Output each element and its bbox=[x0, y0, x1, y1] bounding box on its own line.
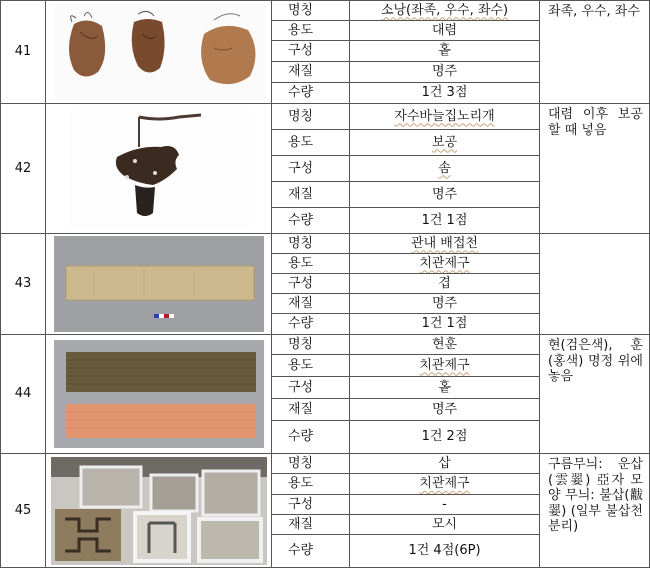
artifact-quantity: 1건 4점(6P) bbox=[350, 535, 540, 568]
field-label-quantity: 수량 bbox=[272, 535, 350, 568]
artifact-composition: 홑 bbox=[350, 377, 540, 399]
row-number: 43 bbox=[1, 234, 46, 335]
artifact-use: 치관제구 bbox=[350, 355, 540, 377]
field-label-composition: 구성 bbox=[272, 495, 350, 515]
field-label-name: 명칭 bbox=[272, 1, 350, 21]
field-label-quantity: 수량 bbox=[272, 83, 350, 104]
artifact-photo bbox=[46, 454, 272, 568]
needle-case-pendant-photo bbox=[69, 111, 249, 227]
artifact-name-text: 관내 배접천 bbox=[411, 235, 478, 251]
field-label-quantity: 수량 bbox=[272, 208, 350, 234]
table-row bbox=[1, 1, 650, 21]
field-label-name: 명칭 bbox=[272, 104, 350, 130]
artifact-composition: - bbox=[350, 495, 540, 515]
hyeonhun-cloths-photo bbox=[54, 340, 264, 448]
artifact-photo bbox=[46, 104, 272, 234]
pouch-bags-photo bbox=[54, 4, 264, 100]
artifact-material: 모시 bbox=[350, 515, 540, 535]
field-label-use: 용도 bbox=[272, 21, 350, 41]
artifact-photo bbox=[46, 335, 272, 454]
artifact-quantity: 1건 3점 bbox=[350, 83, 540, 104]
field-label-material: 재질 bbox=[272, 294, 350, 314]
artifact-composition: 겹 bbox=[350, 274, 540, 294]
artifact-material: 명주 bbox=[350, 182, 540, 208]
field-label-material: 재질 bbox=[272, 399, 350, 421]
artifact-quantity: 1건 1점 bbox=[350, 208, 540, 234]
field-label-composition: 구성 bbox=[272, 274, 350, 294]
artifact-material: 명주 bbox=[350, 399, 540, 421]
table-row bbox=[1, 454, 650, 474]
field-label-use: 용도 bbox=[272, 130, 350, 156]
artifact-photo bbox=[46, 234, 272, 335]
table-row bbox=[1, 234, 650, 254]
artifact-composition: 솜 bbox=[350, 156, 540, 182]
artifact-quantity: 1건 2점 bbox=[350, 421, 540, 454]
field-label-use: 용도 bbox=[272, 254, 350, 274]
field-label-quantity: 수량 bbox=[272, 314, 350, 335]
table-row bbox=[1, 104, 650, 130]
field-label-name: 명칭 bbox=[272, 234, 350, 254]
artifact-quantity: 1건 1점 bbox=[350, 314, 540, 335]
artifact-name: 현훈 bbox=[350, 335, 540, 355]
remarks bbox=[540, 234, 650, 335]
row-number: 41 bbox=[1, 1, 46, 104]
artifact-composition: 홑 bbox=[350, 41, 540, 62]
row-number: 45 bbox=[1, 454, 46, 568]
sap-fans-photo bbox=[51, 457, 267, 565]
field-label-composition: 구성 bbox=[272, 156, 350, 182]
artifact-name bbox=[350, 234, 540, 254]
field-label-use: 용도 bbox=[272, 474, 350, 495]
remarks: 구름무늬: 운삽(雲翣) 亞자 모양 무늬: 불삽(黻翣) (일부 불삽천 분리) bbox=[540, 454, 650, 568]
field-label-use: 용도 bbox=[272, 355, 350, 377]
remarks: 좌족, 우수, 좌수 bbox=[540, 1, 650, 104]
artifact-material: 명주 bbox=[350, 62, 540, 83]
row-number: 44 bbox=[1, 335, 46, 454]
field-label-name: 명칭 bbox=[272, 335, 350, 355]
artifact-use: 치관제구 bbox=[350, 474, 540, 495]
table-row bbox=[1, 335, 650, 355]
artifact-name: 자수바늘집노리개 bbox=[350, 104, 540, 130]
remarks: 대렴 이후 보공할 때 넣음 bbox=[540, 104, 650, 234]
remarks: 현(검은색), 훈(홍색) 명정 위에 놓음 bbox=[540, 335, 650, 454]
artifact-use: 치관제구 bbox=[350, 254, 540, 274]
artifact-name: 삽 bbox=[350, 454, 540, 474]
artifact-name: 소낭(좌족, 우수, 좌수) bbox=[350, 1, 540, 21]
field-label-material: 재질 bbox=[272, 515, 350, 535]
artifact-use: 대렴 bbox=[350, 21, 540, 41]
field-label-material: 재질 bbox=[272, 62, 350, 83]
coffin-lining-cloth-photo bbox=[54, 236, 264, 332]
field-label-composition: 구성 bbox=[272, 377, 350, 399]
field-label-name: 명칭 bbox=[272, 454, 350, 474]
row-number: 42 bbox=[1, 104, 46, 234]
field-label-material: 재질 bbox=[272, 182, 350, 208]
field-label-quantity: 수량 bbox=[272, 421, 350, 454]
artifact-use: 보공 bbox=[350, 130, 540, 156]
artifact-photo bbox=[46, 1, 272, 104]
artifact-material: 명주 bbox=[350, 294, 540, 314]
field-label-composition: 구성 bbox=[272, 41, 350, 62]
